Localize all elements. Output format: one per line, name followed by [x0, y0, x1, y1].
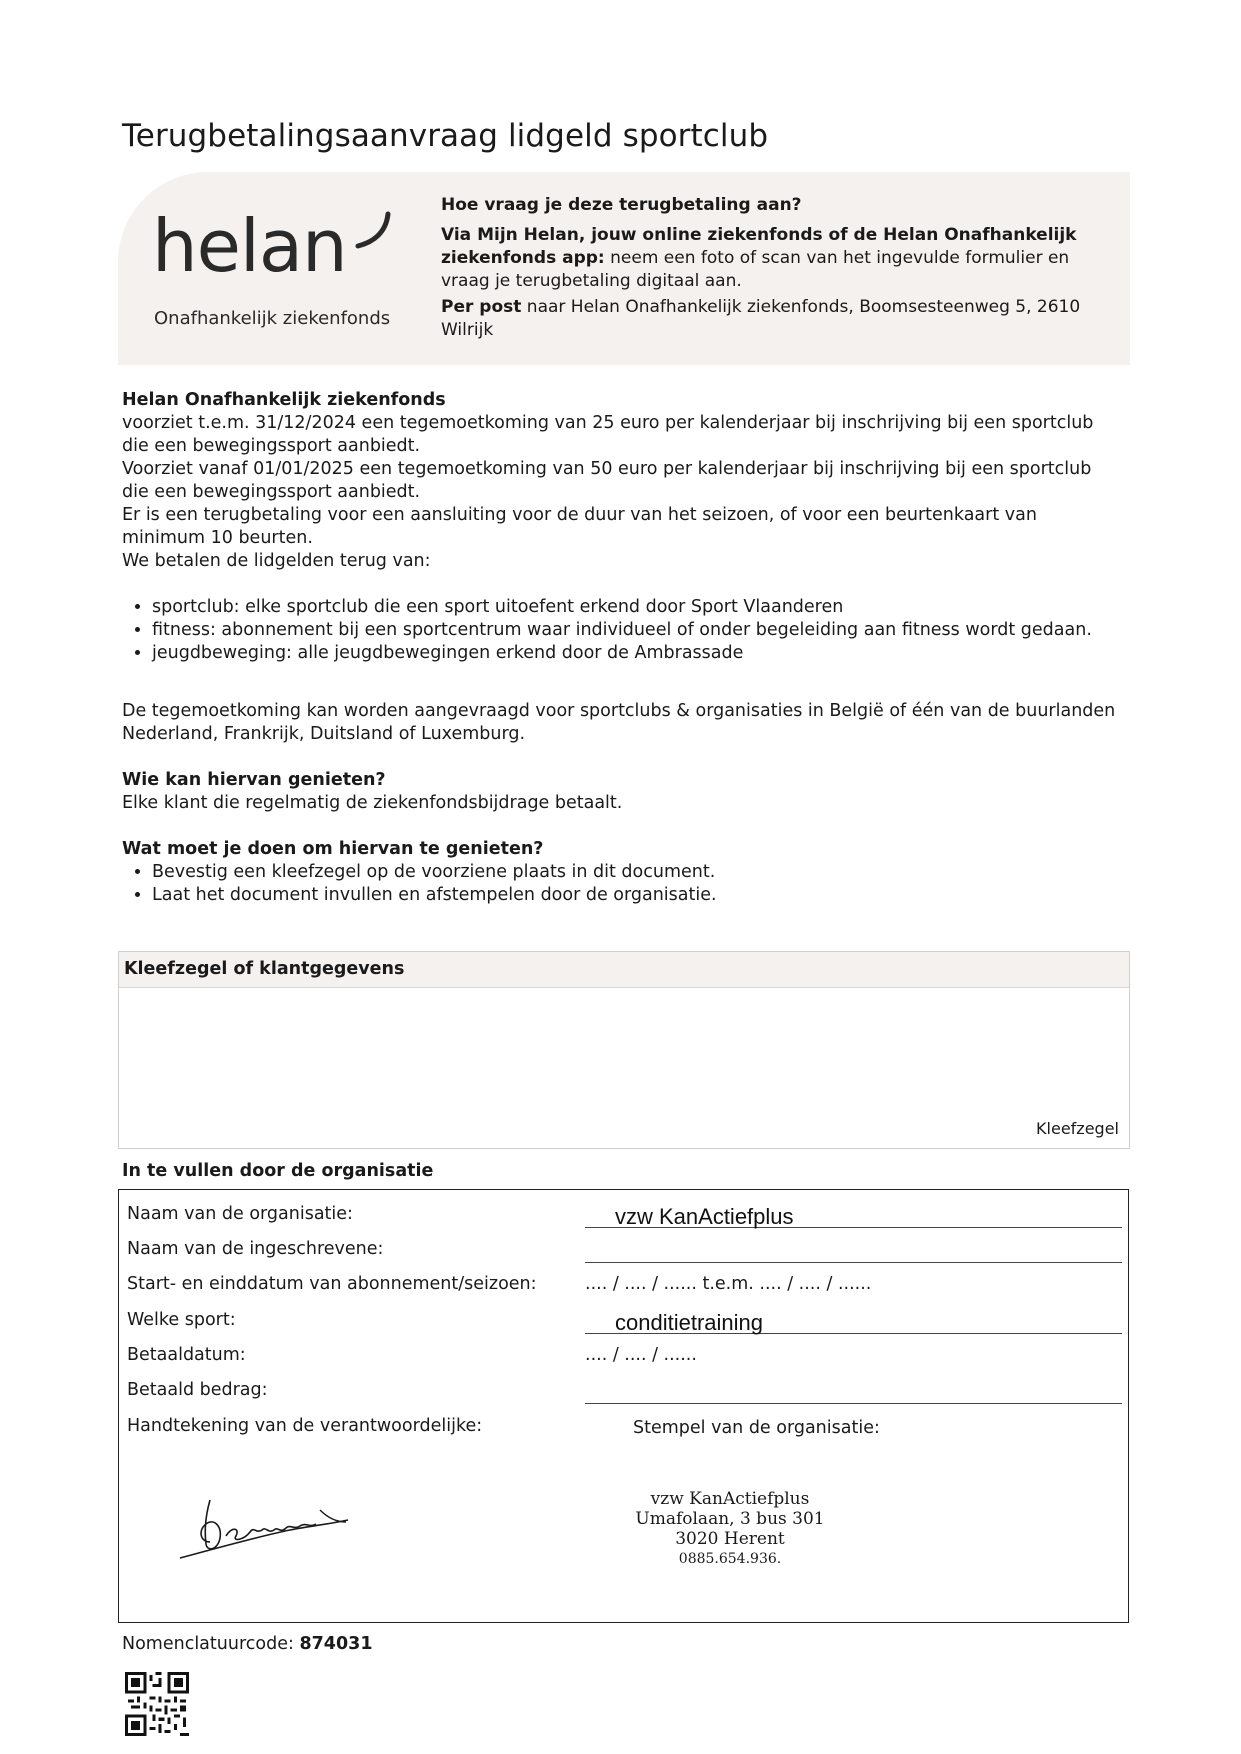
list-item: • Bevestig een kleefzegel op de voorziene plaats in dit document. — [152, 861, 1122, 884]
logo-swoosh-icon — [340, 210, 400, 270]
paydate-label: Betaaldatum: — [127, 1345, 246, 1365]
who-text: Elke klant die regelmatig de ziekenfondsbijdrage betaalt. — [122, 793, 623, 813]
intro-line-4: We betalen de lidgelden terug van: — [122, 551, 431, 571]
list-item: • fitness: abonnement bij een sportcentrum waar individueel of onder begeleiding aan fitness wordt gedaan. — [152, 619, 1122, 642]
logo-subtitle: Onafhankelijk ziekenfonds — [154, 308, 391, 329]
nomenclature-code — [122, 1634, 373, 1654]
stamp-line: 0885.654.936. — [678, 1551, 782, 1567]
intro-line-2: Voorziet vanaf 01/01/2025 een tegemoetkoming van 50 euro per kalenderjaar bij inschrijving bij een sportclub die een bewegingssport aanbiedt. — [122, 459, 1092, 502]
signature-image — [170, 1480, 360, 1570]
reimbursement-list — [122, 596, 1122, 665]
list-item: • Laat het document invullen en afstempelen door de organisatie. — [152, 884, 1122, 907]
stamp-line: vzw KanActiefplus — [650, 1489, 810, 1509]
sport-label: Welke sport: — [127, 1310, 236, 1330]
who-heading: Wie kan hiervan genieten? — [122, 770, 386, 790]
countries-text: De tegemoetkoming kan worden aangevraagd voor sportclubs & organisaties in België of één van de buurlanden Nederland, Frankrijk, Duitsland of Luxemburg. — [122, 701, 1116, 744]
registrant-field[interactable] — [585, 1242, 1122, 1263]
registrant-label: Naam van de ingeschrevene: — [127, 1239, 384, 1259]
page-title: Terugbetalingsaanvraag lidgeld sportclub — [122, 118, 769, 154]
online-option: Via Mijn Helan, jouw online ziekenfonds of de Helan Onafhankelijk ziekenfonds app: neem een foto of scan van het ingevulde formulier en vraag je terugbetaling digitaal aan. — [441, 225, 1077, 291]
intro-line-1: voorziet t.e.m. 31/12/2024 een tegemoetkoming van 25 euro per kalenderjaar bij inschrijving bij een sportclub die een bewegingssport aanbiedt. — [122, 413, 1094, 456]
stamp-line: 3020 Herent — [675, 1529, 785, 1549]
post-option: Per post naar Helan Onafhankelijk ziekenfonds, Boomsesteenweg 5, 2610 Wilrijk — [441, 297, 1081, 340]
steps-list — [122, 861, 1122, 907]
intro-line-3: Er is een terugbetaling voor een aansluiting voor de duur van het seizoen, of voor een beurtenkaart van minimum 10 beurten. — [122, 505, 1037, 548]
amount-label: Betaald bedrag: — [127, 1380, 268, 1400]
signature-label: Handtekening van de verantwoordelijke: — [127, 1416, 483, 1436]
paydate-field[interactable]: .... / .... / ...... — [585, 1345, 697, 1365]
intro-heading: Helan Onafhankelijk ziekenfonds — [122, 390, 446, 410]
organisation-stamp — [580, 1489, 880, 1569]
sticker-heading: Kleefzegel of klantgegevens — [119, 952, 1129, 988]
list-item: • sportclub: elke sportclub die een sport uitoefent erkend door Sport Vlaanderen — [152, 596, 1122, 619]
org-name-value: vzw KanActiefplus — [615, 1204, 794, 1229]
how-to-apply — [441, 194, 1111, 345]
list-item: • jeugdbeweging: alle jeugdbewegingen erkend door de Ambrassade — [152, 642, 1122, 665]
dates-field[interactable]: .... / .... / ...... t.e.m. .... / .... / ...... — [585, 1274, 872, 1294]
sticker-area[interactable] — [118, 951, 1130, 1149]
org-form-heading: In te vullen door de organisatie — [122, 1161, 434, 1181]
info-section — [122, 389, 1122, 907]
org-name-label: Naam van de organisatie: — [127, 1204, 353, 1224]
helan-logo: helan — [152, 204, 347, 288]
how-to-heading: Hoe vraag je deze terugbetaling aan? — [441, 195, 802, 215]
dates-label: Start- en einddatum van abonnement/seizoen: — [127, 1274, 537, 1294]
nomenclature-label: Nomenclatuurcode: — [122, 1634, 300, 1654]
qr-code-icon — [125, 1672, 189, 1736]
stamp-line: Umafolaan, 3 bus 301 — [635, 1509, 825, 1529]
sport-value: conditietraining — [615, 1310, 763, 1335]
amount-field[interactable] — [585, 1383, 1122, 1404]
sticker-label: Kleefzegel — [1036, 1119, 1119, 1138]
what-heading: Wat moet je doen om hiervan te genieten? — [122, 839, 544, 859]
stamp-label: Stempel van de organisatie: — [633, 1418, 880, 1438]
nomenclature-value: 874031 — [299, 1634, 373, 1654]
